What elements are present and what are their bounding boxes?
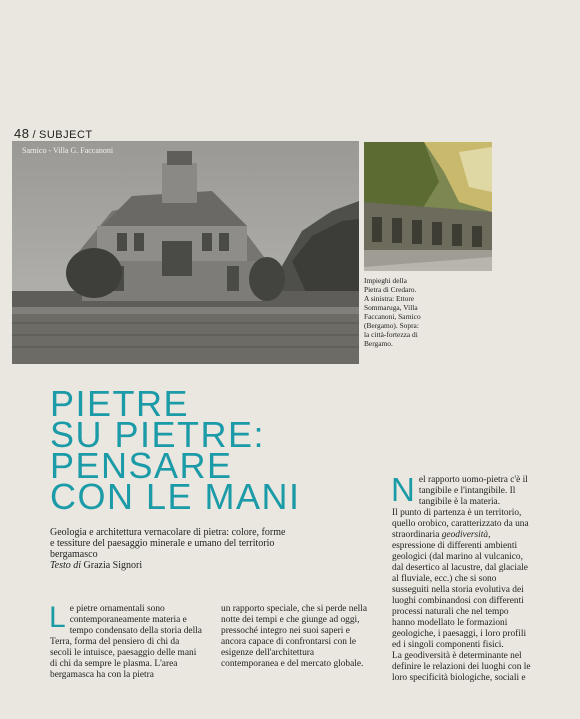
body-text: , espressione di differenti ambienti geologici (dal marino al vulcanico, dal desertico al lacustre, dal glaciale al fluviale, ecc.) che si sono susseguiti nella storia evolutiva dei luoghi combinandosi con differenti processi naturali che nel tempo hanno modellato le formazioni geologiche, i paesaggi, i loro profili ed i singoli componenti fisici. [392,530,528,650]
header-separator: / [32,129,37,141]
caption-line: (Bergamo). Sopra: [364,321,419,330]
article-subtitle [50,527,290,571]
postcard-caption: Sarnico - Villa G. Faccanoni [22,146,114,155]
caption-line: Impieghi della [364,276,407,285]
title-line: PENSARE [50,445,233,486]
caption-line: Sommaruga, Villa [364,303,418,312]
photo-caption [364,276,444,348]
byline [50,560,290,571]
article-column-1 [49,601,202,681]
article-column-2 [221,604,371,670]
body-paragraph: e pietre ornamentali sono contemporaneamente materia e tempo condensato della storia della Terra, forma del pensiero di chi da secoli le intuisce, paesaggio delle mani di chi da sempre le plasma. L'area bergamasca ha con la pietra [50,604,202,680]
drop-cap: N [391,471,415,508]
title-line: CON LE MANI [50,476,301,517]
body-paragraph: un rapporto speciale, che si perde nella notte dei tempi e che giunge ad oggi, pressoché integro nei suoi saperi e ancora capace di confrontarsi con le esigenze dell'architettura contemporanea e del mercato globale. [221,604,368,669]
villa-photo [12,141,359,364]
caption-line: Faccanoni, Sarnico [364,312,421,321]
article-column-3 [391,471,532,684]
page-header [14,126,93,141]
caption-line: la città-fortezza di [364,330,418,339]
caption-line: A sinistra: Ettore [364,294,415,303]
author-name: Grazia Signori [83,560,143,571]
section-label: SUBJECT [39,129,93,141]
fortress-illustration [364,142,492,271]
subtitle-text: Geologia e architettura vernacolare di pietra: colore, forme e tessiture del paesaggio minerale e umano del territorio bergamasco [50,527,286,560]
body-paragraph: el rapporto uomo-pietra c'è il tangibile e l'intangibile. Il tangibile è la materia. [418,475,528,507]
villa-illustration [12,141,359,364]
fortress-photo [364,142,492,271]
byline-prefix: Testo di [50,560,82,571]
article-title [50,383,301,517]
page-number: 48 [14,126,30,141]
body-italic: geodiversità [441,530,489,540]
drop-cap: L [49,601,66,634]
title-line: PIETRE [50,383,190,424]
body-paragraph: La geodiversità è determinante nel definire le relazioni dei luoghi con le loro specificità biologiche, sociali e [392,651,531,683]
title-line: SU PIETRE: [50,414,266,455]
caption-line: Pietra di Credaro. [364,285,417,294]
caption-line: Bergamo. [364,339,393,348]
body-text: Il punto di partenza è un territorio, quello orobico, caratterizzato da una straordinaria [392,508,529,540]
body-paragraph [392,508,532,651]
